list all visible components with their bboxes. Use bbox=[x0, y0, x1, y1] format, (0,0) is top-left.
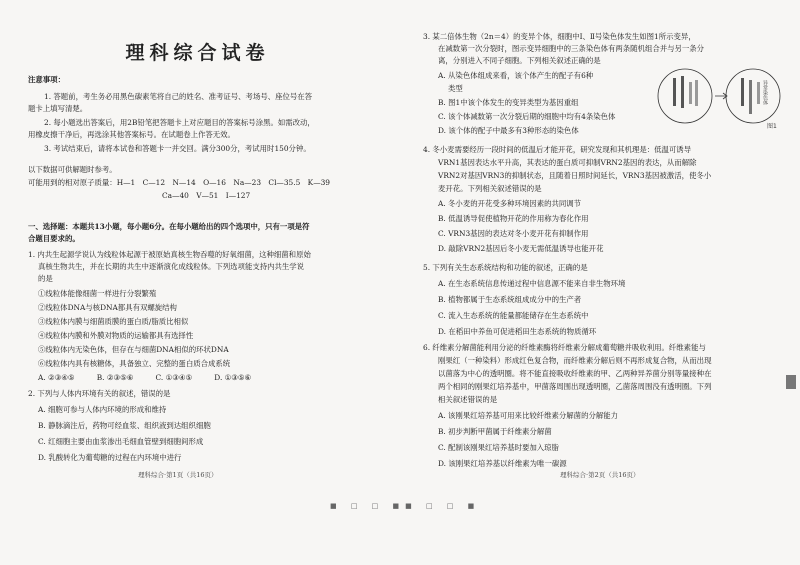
q4-option: D. 敲除VRN2基因后冬小麦无需低温诱导也能开花 bbox=[438, 244, 604, 253]
q1-options: A. ②③④⑤ B. ②③⑤⑥ C. ①③④⑤ D. ①③⑤⑥ bbox=[38, 373, 252, 382]
footer-right: 理科综合·第2页（共16页） bbox=[560, 471, 640, 479]
normal-cell-circle bbox=[658, 69, 712, 123]
q6-option: C. 配制该刚果红培养基时要加入琼脂 bbox=[438, 443, 559, 452]
q1-item: ①线粒体能像细菌一样进行分裂繁殖 bbox=[38, 289, 157, 298]
notes-heading: 注意事项： bbox=[28, 75, 65, 84]
note-line: 2. 每小题选出答案后，用2B铅笔把答题卡上对应题目的答案标号涂黑。如需改动， bbox=[44, 118, 315, 127]
q2-stem: 2. 下列与人体内环境有关的叙述，错误的是 bbox=[28, 389, 171, 398]
q6-stem: 刚果红（一种染料）形成红色复合物，而纤维素分解后则不再形成复合物，从而出现 bbox=[438, 356, 712, 365]
page-edge-tab bbox=[786, 375, 796, 389]
q3-option: A. 从染色体组成来看，该个体产生的配子有6种 bbox=[438, 71, 594, 80]
chromosome-bar bbox=[681, 76, 684, 108]
q1-item: ⑥线粒体内具有核糖体，具备独立、完整的蛋白质合成系统 bbox=[38, 359, 231, 368]
page-separator: ■ □ □ ■■ □ □ ■ bbox=[330, 502, 481, 510]
q6-stem: 以菌落为中心的透明圈。将不能直接吸收纤维素的甲、乙两种异养菌分别等量接种在 bbox=[438, 369, 712, 378]
q4-stem: 麦开花。下列相关叙述错误的是 bbox=[438, 184, 542, 193]
q1-stem: 1. 内共生起源学说认为线粒体起源于被原始真核生物吞噬的好氧细菌，这种细菌和原始 bbox=[28, 250, 311, 259]
q2-option: B. 静脉滴注后，药物可经血浆、组织液到达组织细胞 bbox=[38, 421, 211, 430]
q1-item: ④线粒体内膜和外膜对物质的运输都具有选择性 bbox=[38, 331, 194, 340]
q6-option: B. 初步判断甲菌属于纤维素分解菌 bbox=[438, 427, 552, 436]
q6-stem: 6. 纤维素分解菌能利用分泌的纤维素酶将纤维素分解成葡萄糖并吸收利用。纤维素能与 bbox=[423, 343, 706, 352]
q5-option: A. 在生态系统信息传递过程中信息源不能来自非生物环境 bbox=[438, 279, 626, 288]
variant-cell-circle bbox=[726, 69, 780, 123]
page-title: 理科综合试卷 bbox=[125, 42, 270, 64]
chromosome-bar bbox=[757, 82, 760, 104]
ref-line: Ca—40 V—51 I—127 bbox=[162, 191, 251, 200]
arrow-icon bbox=[715, 93, 727, 99]
section-heading: 合题目要求的。 bbox=[28, 234, 80, 243]
chromosome-bar bbox=[695, 80, 698, 106]
q4-stem: VRN2对基因VRN3的抑制状态，且随着日照时间延长，VRN3基因被激活，使冬小 bbox=[438, 171, 712, 180]
q5-option: C. 流入生态系统的能量都能储存在生态系统中 bbox=[438, 311, 589, 320]
figure-1 bbox=[655, 66, 785, 130]
ref-line: 以下数据可供解题时参考。 bbox=[28, 165, 117, 174]
note-line: 用橡皮擦干净后，再选涂其他答案标号。在试题卷上作答无效。 bbox=[28, 130, 235, 139]
q1-stem: 的是 bbox=[38, 274, 53, 283]
q4-option: B. 低温诱导促使植物开花的作用称为春化作用 bbox=[438, 214, 589, 223]
chromosome-bar bbox=[673, 78, 676, 106]
q2-option: A. 细胞可参与人体内环境的形成和维持 bbox=[38, 405, 167, 414]
note-line: 3. 考试结束后，请将本试卷和答题卡一并交回。满分300分，考试用时150分钟。 bbox=[44, 144, 311, 153]
q3-option: B. 图1中该个体发生的变异类型为基因重组 bbox=[438, 98, 579, 107]
q6-stem: 相关叙述错误的是 bbox=[438, 395, 498, 404]
q2-option: D. 乳酸转化为葡萄糖的过程在内环境中进行 bbox=[38, 453, 182, 462]
q5-stem: 5. 下列有关生态系统结构和功能的叙述，正确的是 bbox=[423, 263, 588, 272]
q2-option: C. 红细胞主要由血浆渗出毛细血管壁到细胞间形成 bbox=[38, 437, 204, 446]
q4-stem: 4. 冬小麦需要经历一段时间的低温后才能开花，研究发现和其机理是：低温可诱导 bbox=[423, 145, 692, 154]
figure-annotation: 异常染色体 bbox=[762, 80, 768, 105]
q3-stem: 离，分别进入不同子细胞。下列相关叙述正确的是 bbox=[438, 56, 601, 65]
q1-item: ③线粒体内膜与细菌质膜的蛋白质/脂质比相似 bbox=[38, 317, 189, 326]
q1-item: ⑤线粒体内无染色体，但存在与细菌DNA相似的环状DNA bbox=[38, 345, 229, 354]
q3-stem: 在减数第一次分裂时，图示变异细胞中的三条染色体有两条随机组合并与另一条分 bbox=[438, 44, 705, 53]
q4-option: C. VRN3基因的表达对冬小麦开花有抑制作用 bbox=[438, 229, 589, 238]
section-heading: 一、选择题：本题共13小题，每小题6分。在每小题给出的四个选项中，只有一项是符 bbox=[28, 222, 310, 231]
chromosome-bar bbox=[749, 80, 752, 114]
footer-left: 理科综合·第1页（共16页） bbox=[138, 471, 218, 479]
q1-stem: 真核生物共生，并在长期的共生中逐渐演化成线粒体。下列选项能支持内共生学说 bbox=[38, 262, 305, 271]
q3-stem: 3. 某二倍体生物（2n＝4）的变异个体，细胞中Ⅰ、Ⅱ号染色体发生如图1所示变异， bbox=[423, 32, 696, 41]
q6-option: D. 该刚果红培养基以纤维素为唯一碳源 bbox=[438, 459, 567, 468]
chromosome-bar bbox=[689, 82, 692, 104]
q6-option: A. 该刚果红培养基可用来比较纤维素分解菌的分解能力 bbox=[438, 411, 619, 420]
q6-stem: 两个相同的刚果红培养基中，甲菌落周围出现透明圈，乙菌落周围没有透明圈。下列 bbox=[438, 382, 712, 391]
q3-option: D. 该个体的配子中最多有3种形态的染色体 bbox=[438, 126, 579, 135]
note-line: 1. 答题前，考生务必用黑色碳素笔将自己的姓名、准考证号、考场号、座位号在答 bbox=[44, 92, 313, 101]
ref-line: 可能用到的相对原子质量：H—1 C—12 N—14 O—16 Na—23 Cl—35.5 K—39 bbox=[28, 178, 330, 187]
q4-stem: VRN1基因表达水平升高，其表达的蛋白质可抑制VRN2基因的表达，从而解除 bbox=[438, 158, 697, 167]
q5-option: B. 植物都属于生态系统组成成分中的生产者 bbox=[438, 295, 582, 304]
q3-option: 类型 bbox=[448, 84, 463, 93]
note-line: 题卡上填写清楚。 bbox=[28, 104, 88, 113]
q1-item: ②线粒体DNA与核DNA都具有双螺旋结构 bbox=[38, 303, 177, 312]
figure-caption: 图1 bbox=[767, 123, 777, 130]
chromosome-bar bbox=[741, 78, 744, 106]
q4-option: A. 冬小麦的开花受多种环境因素的共同调节 bbox=[438, 199, 582, 208]
q3-option: C. 该个体减数第一次分裂后期的细胞中均有4条染色体 bbox=[438, 112, 616, 121]
q5-option: D. 在稻田中养鱼可促进稻田生态系统的物质循环 bbox=[438, 327, 597, 336]
